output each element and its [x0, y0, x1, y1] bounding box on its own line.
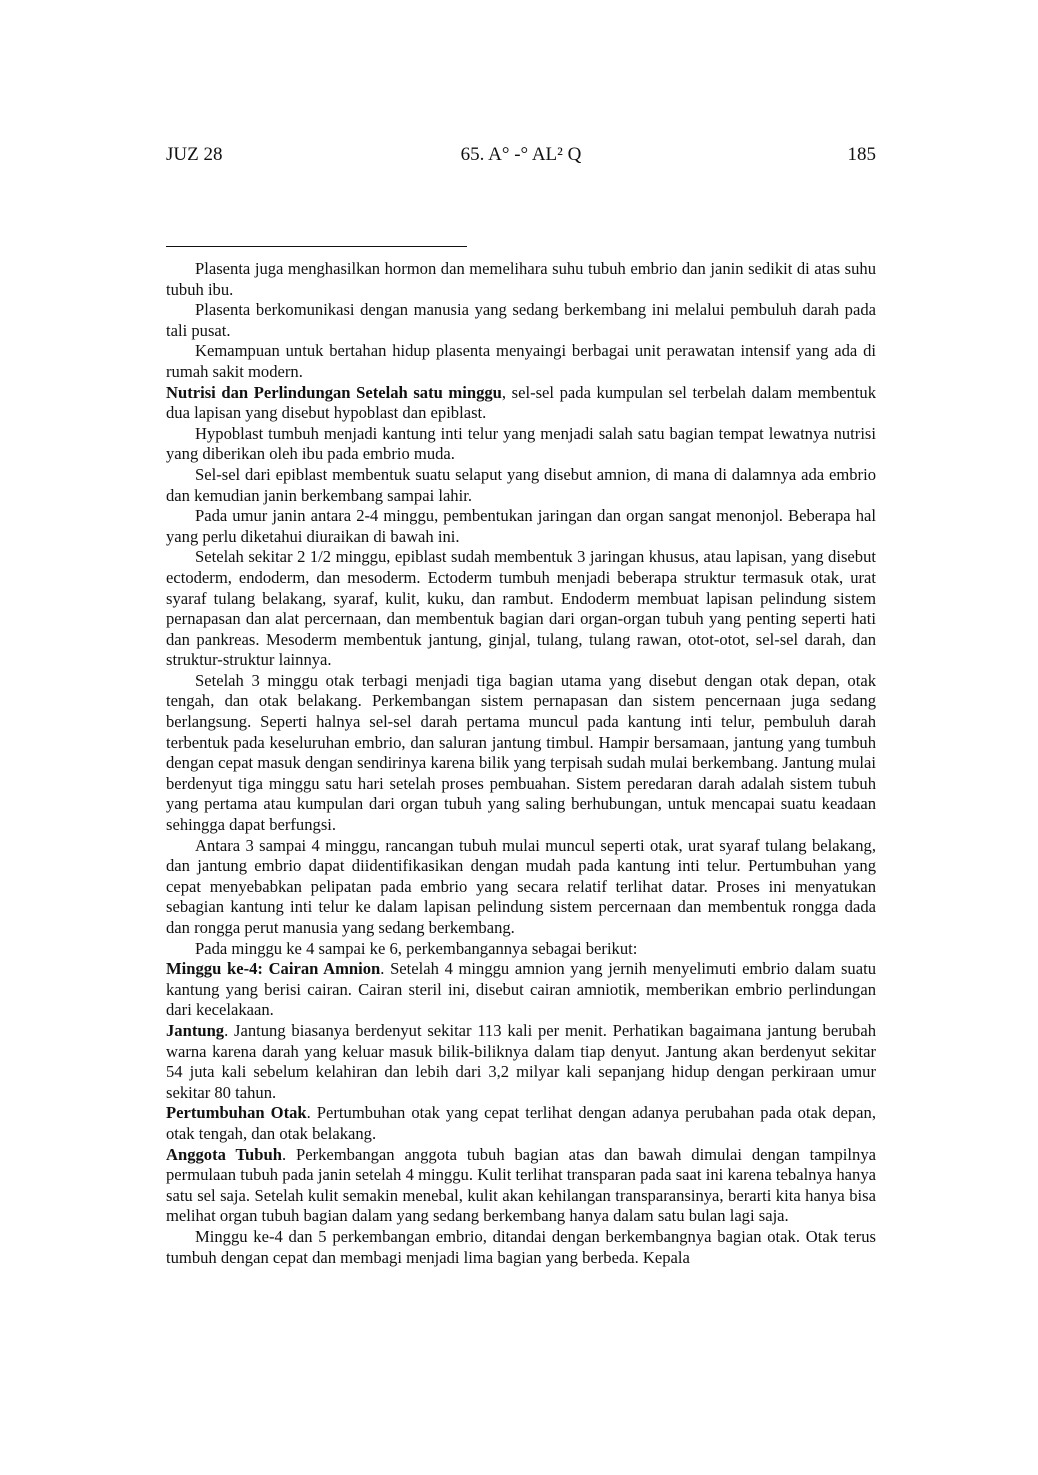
page-number: 185 — [847, 144, 876, 165]
paragraph: Nutrisi dan Perlindungan Setelah satu minggu, sel-sel pada kumpulan sel terbelah dalam membentuk dua lapisan yang disebut hypoblast dan epiblast. — [166, 382, 876, 423]
paragraph-heading: Minggu ke-4: Cairan Amnion — [166, 959, 381, 979]
paragraph: Plasenta juga menghasilkan hormon dan memelihara suhu tubuh embrio dan janin sedikit di atas suhu tubuh ibu. — [166, 259, 876, 299]
paragraph: Pertumbuhan Otak. Pertumbuhan otak yang cepat terlihat dengan adanya perubahan pada otak depan, otak tengah, dan otak belakang. — [166, 1103, 876, 1143]
paragraph: Minggu ke-4 dan 5 perkembangan embrio, ditandai dengan berkembangnya bagian otak. Otak terus tumbuh dengan cepat dan membagi menjadi lima bagian yang berbeda. Kepala — [166, 1226, 876, 1267]
paragraph: Pada minggu ke 4 sampai ke 6, perkembangannya sebagai berikut: — [195, 938, 638, 958]
paragraph: Plasenta berkomunikasi dengan manusia yang sedang berkembang ini melalui pembuluh darah pada tali pusat. — [166, 300, 876, 340]
paragraph: Pada umur janin antara 2-4 minggu, pembentukan jaringan dan organ sangat menonjol. Beberapa hal yang perlu diketahui diuraikan di bawah ini. — [166, 506, 876, 546]
paragraph-heading: Pertumbuhan Otak — [166, 1103, 307, 1123]
paragraph-heading: Anggota Tubuh — [166, 1144, 282, 1164]
paragraph: Sel-sel dari epiblast membentuk suatu selaput yang disebut amnion, di mana di dalamnya ada embrio dan kemudian janin berkembang sampai lahir. — [166, 464, 876, 505]
footnote-body — [166, 259, 876, 1268]
paragraph: Kemampuan untuk bertahan hidup plasenta menyaingi berbagai unit perawatan intensif yang ada di rumah sakit modern. — [166, 341, 876, 381]
page-header — [166, 144, 876, 172]
paragraph-heading: Jantung — [166, 1020, 225, 1040]
paragraph: Hypoblast tumbuh menjadi kantung inti telur yang menjadi salah satu bagian tempat lewatnya nutrisi yang diberikan oleh ibu pada embrio muda. — [166, 423, 876, 464]
paragraph: Anggota Tubuh. Perkembangan anggota tubuh bagian atas dan bawah dimulai dengan tampilnya permulaan tubuh pada janin setelah 4 minggu. Kulit terlihat transparan pada saat ini karena tebalnya hanya satu sel saja. Setelah kulit semakin menebal, kulit akan kehilangan transparansinya, berarti kita hanya bisa melihat organ tubuh bagian dalam yang sedang berkembang hanya dalam satu bulan lagi saja. — [166, 1144, 876, 1226]
footnote-separator — [166, 246, 467, 247]
paragraph: Jantung. Jantung biasanya berdenyut sekitar 113 kali per menit. Perhatikan bagaimana jantung berubah warna karena darah yang keluar masuk bilik-biliknya dalam tiap denyut. Jantung akan berdenyut sekitar 54 juta kali sebelum kelahiran dan lebih dari 3,2 milyar kali sepanjang hidup dengan perkiraan umur sekitar 80 tahun. — [166, 1020, 876, 1102]
paragraph: Minggu ke-4: Cairan Amnion. Setelah 4 minggu amnion yang jernih menyelimuti embrio dalam suatu kantung yang berisi cairan. Cairan steril ini, disebut cairan amniotik, memberikan embrio perlindungan dari kecelakaan. — [166, 959, 876, 1020]
paragraph: Setelah sekitar 2 1/2 minggu, epiblast sudah membentuk 3 jaringan khusus, atau lapisan, yang disebut ectoderm, endoderm, dan mesoderm. Ectoderm tumbuh menjadi beberapa struktur termasuk otak, urat syaraf tulang belakang, syaraf, kulit, kuku, dan rambut. Endoderm membuat lapisan pelindung sistem pernapasan dan alat percernaan, dan membentuk bagian dari organ-organ tubuh yang penting seperti hati dan pankreas. Mesoderm membentuk jantung, ginjal, tulang, tulang rawan, otot-otot, sel-sel darah, dan struktur-struktur lainnya. — [166, 547, 876, 670]
paragraph: Antara 3 sampai 4 minggu, rancangan tubuh mulai muncul seperti otak, urat syaraf tulang belakang, dan jantung embrio dapat diidentifikasikan dengan mudah pada kantung inti telur. Pertumbuhan yang cepat menyebabkan pelipatan pada embrio yang secara relatif terlihat datar. Proses ini menyatukan sebagian kantung inti telur ke dalam lapisan pelindung sistem percernaan dan membentuk rongga dada dan rongga perut manusia yang sedang berkembang. — [166, 835, 876, 937]
header-juz: JUZ 28 — [166, 144, 223, 165]
header-surah: 65. A° -° AL² Q — [460, 144, 582, 165]
paragraph-heading: Nutrisi dan Perlindungan Setelah satu minggu — [166, 382, 502, 402]
paragraph: Setelah 3 minggu otak terbagi menjadi tiga bagian utama yang disebut dengan otak depan, otak tengah, dan otak belakang. Perkembangan sistem pernapasan dan sistem pencernaan juga sedang berlangsung. Seperti halnya sel-sel darah pertama muncul pada kantung inti telur, pembuluh darah terbentuk pada keseluruhan embrio, dan saluran jantung timbul. Hampir bersamaan, jantung yang tumbuh dengan cepat masuk dengan sendirinya karena bilik yang terpisah sudah mulai berkembang. Jantung mulai berdenyut tiga minggu satu hari setelah proses pembuahan. Sistem peredaran darah adalah sistem tubuh yang pertama atau kumpulan dari organ tubuh yang saling berhubungan, untuk mencapai suatu keadaan sehingga dapat berfungsi. — [166, 670, 876, 835]
